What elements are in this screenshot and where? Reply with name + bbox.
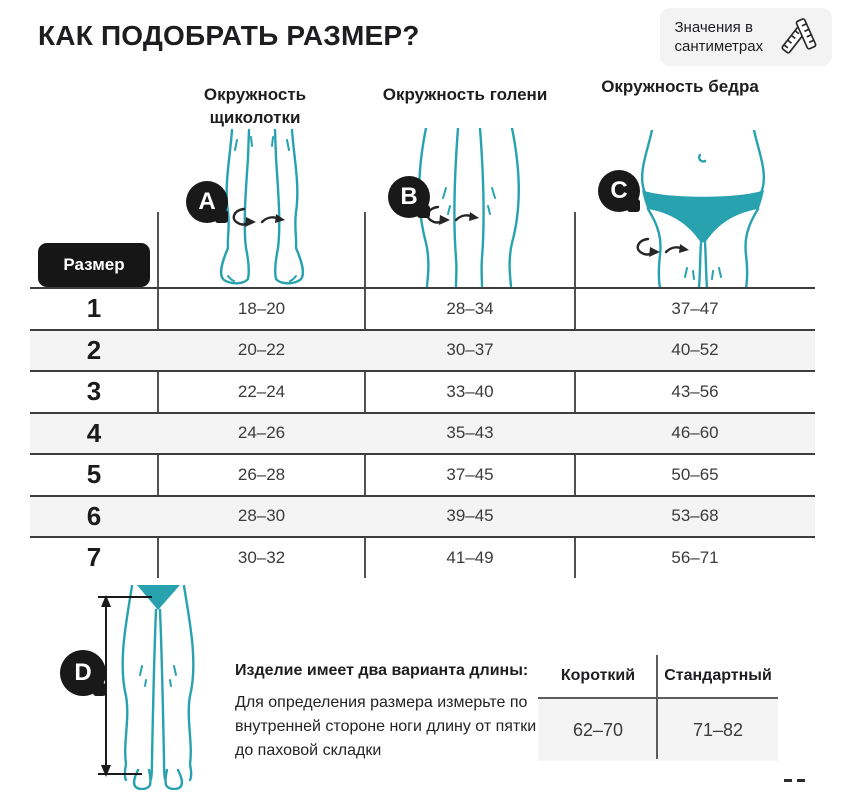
size-table (30, 287, 815, 578)
page-title: КАК ПОДОБРАТЬ РАЗМЕР? (38, 20, 420, 51)
hip-cell: 46–60 (671, 423, 719, 443)
ankle-cell: 26–28 (237, 464, 286, 484)
size-cell: 3 (86, 376, 102, 407)
ankle-cell: 24–26 (237, 423, 286, 443)
size-cell: 7 (86, 542, 102, 573)
length-options-divider (656, 655, 658, 759)
ankle-cell: 28–30 (237, 506, 286, 526)
calf-cell: 33–40 (446, 381, 494, 401)
length-lead-text: Изделие имеет два варианта длины: (235, 662, 529, 679)
length-options-headers (538, 655, 778, 697)
size-column-header: Размер (38, 243, 150, 287)
units-note-badge (660, 8, 832, 66)
length-option-short-range: 62–70 (572, 719, 624, 740)
table-row (30, 412, 815, 454)
length-options-values (538, 697, 778, 761)
calf-cell: 35–43 (446, 423, 494, 443)
hip-cell: 43–56 (671, 381, 719, 401)
size-cell: 2 (86, 334, 102, 365)
size-cell: 6 (86, 500, 102, 531)
table-row (30, 495, 815, 537)
column-header-hip: Окружность бедра (601, 77, 759, 96)
length-description: Для определения размера измерьте по внутренней стороне ноги длину от пятки до паховой складки (235, 694, 537, 759)
badge-b: B (388, 176, 430, 218)
badge-d: D (60, 650, 106, 696)
ankle-cell: 18–20 (237, 298, 286, 318)
table-row (30, 453, 815, 495)
length-option-short-label: Короткий (560, 667, 636, 684)
table-row (30, 370, 815, 412)
calf-cell: 28–34 (446, 298, 494, 318)
hip-cell: 40–52 (671, 340, 719, 360)
column-header-ankle: Окружность щиколотки (203, 85, 307, 127)
calf-cell: 37–45 (446, 464, 494, 484)
table-row (30, 287, 815, 329)
column-header-calf: Окружность голени (382, 85, 548, 104)
hip-cell: 53–68 (671, 506, 719, 526)
calf-cell: 41–49 (446, 547, 494, 567)
hip-cell: 50–65 (671, 464, 719, 484)
length-option-standard-range: 71–82 (692, 719, 744, 740)
ankle-cell: 20–22 (237, 340, 286, 360)
measuring-tape-icon (780, 15, 818, 59)
hip-cell: 56–71 (671, 547, 719, 567)
length-option-standard-label: Стандартный (664, 667, 772, 684)
cropped-text-artifact (784, 779, 805, 782)
size-cell: 1 (86, 293, 102, 324)
size-cell: 5 (86, 459, 102, 490)
length-options-table (538, 655, 778, 761)
table-row (30, 329, 815, 371)
hip-figure (628, 130, 778, 288)
badge-c: C (598, 170, 640, 212)
table-row (30, 536, 815, 578)
calf-cell: 39–45 (446, 506, 494, 526)
hip-cell: 37–47 (671, 298, 719, 318)
ankle-cell: 22–24 (237, 381, 286, 401)
size-cell: 4 (86, 417, 102, 448)
units-note-text: Значения в сантиметрах (674, 18, 764, 55)
calf-cell: 30–37 (446, 340, 494, 360)
badge-a: A (186, 181, 228, 223)
ankle-cell: 30–32 (237, 547, 286, 567)
